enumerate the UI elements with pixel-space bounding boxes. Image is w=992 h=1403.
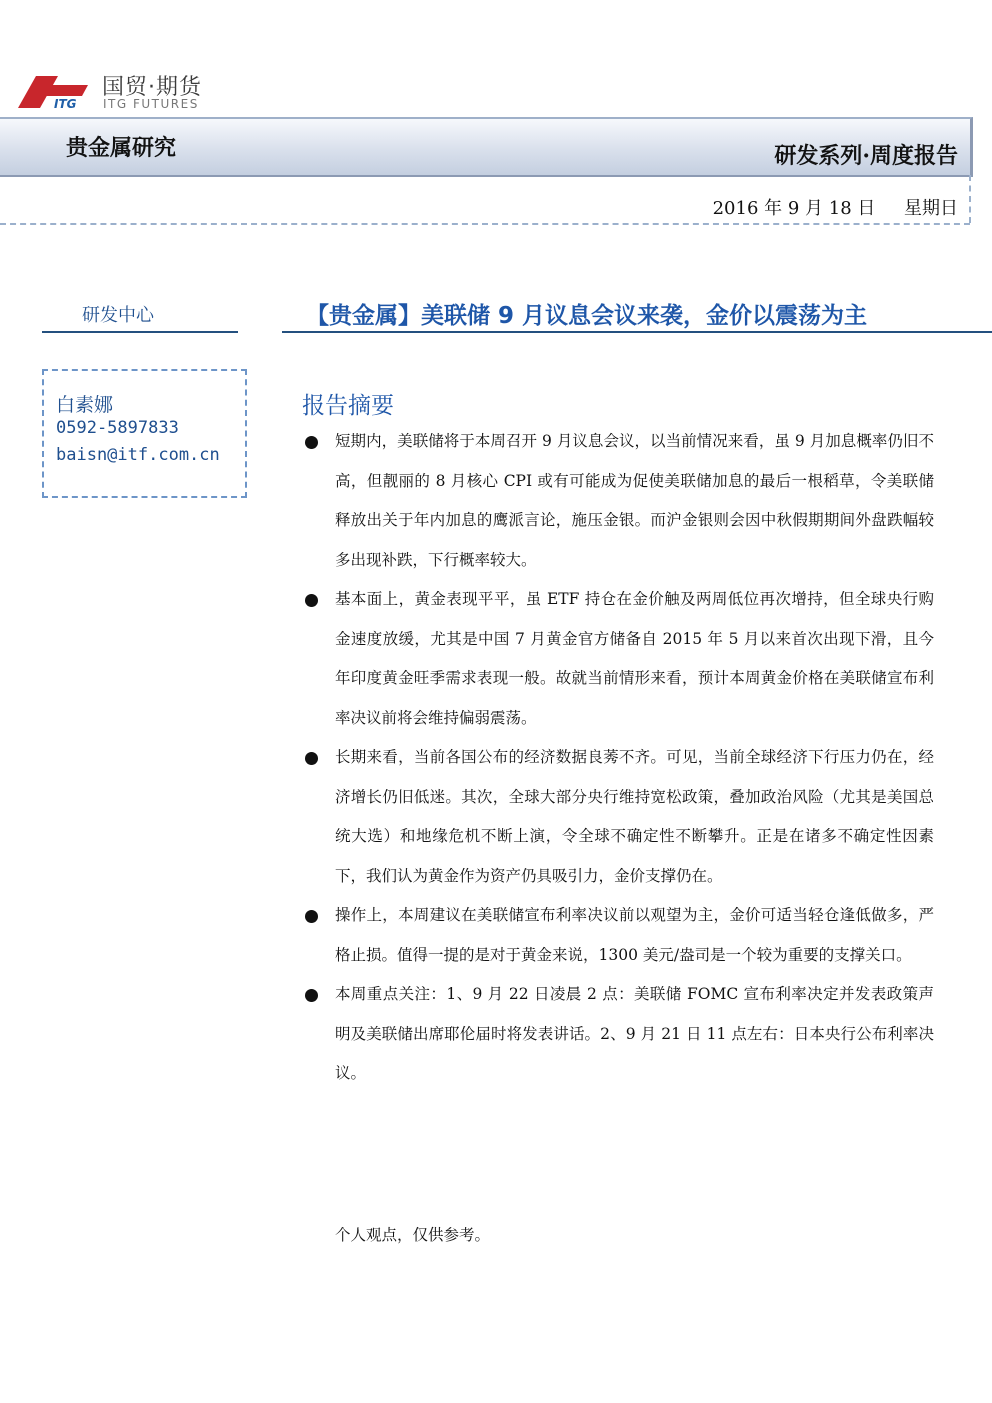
logo-name-en: ITG FUTURES (103, 97, 199, 111)
summary-item (304, 975, 934, 1094)
summary-list (304, 422, 934, 1094)
report-series: 研发系列·周度报告 (774, 143, 958, 169)
summary-item-text: 长期来看，当前各国公布的经济数据良莠不齐。可见，当前全球经济下行压力仍在，经济增长仍旧低迷。其次，全球大部分央行维持宽松政策，叠加政治风险（尤其是美国总统大选）和地缘危机不断上演，令全球不确定性不断攀升。正是在诸多不确定性因素下，我们认为黄金作为资产仍具吸引力，金价支撑仍在。 (335, 748, 934, 885)
report-date: 2016 年 9 月 18 日 (712, 198, 876, 219)
summary-item (304, 422, 934, 580)
bullet-dot-icon (305, 436, 318, 449)
report-weekday: 星期日 (904, 198, 958, 219)
logo-name-cn: 国贸·期货 (102, 75, 202, 100)
bullet-dot-icon (305, 910, 318, 923)
bullet-dot-icon (305, 752, 318, 765)
analyst-phone: 0592-5897833 (56, 418, 179, 438)
analyst-name: 白素娜 (56, 394, 114, 416)
analyst-email[interactable]: baisn@itf.com.cn (56, 445, 220, 465)
bullet-dot-icon (305, 594, 318, 607)
summary-item (304, 738, 934, 896)
summary-item-text: 本周重点关注：1、9 月 22 日凌晨 2 点：美联储 FOMC 宣布利率决定并发表政策声明及美联储出席耶伦届时将发表讲话。2、9 月 21 日 11 点左右：日本央行公布利率决议。 (335, 985, 934, 1082)
disclaimer: 个人观点，仅供参考。 (335, 1226, 491, 1244)
summary-item-text: 基本面上，黄金表现平平，虽 ETF 持仓在金价触及两周低位再次增持，但全球央行购金速度放缓，尤其是中国 7 月黄金官方储备自 2015 年 5 月以来首次出现下滑，且今年印度黄金旺季需求表现一般。故就当前情形来看，预计本周黄金价格在美联储宣布利率决议前将会维持偏弱震荡。 (335, 590, 934, 727)
summary-item (304, 580, 934, 738)
header-dashed-border-right (969, 175, 971, 223)
section-title: 贵金属研究 (66, 135, 177, 161)
bullet-dot-icon (305, 989, 318, 1002)
report-date-line (713, 194, 958, 220)
department-underline (42, 331, 238, 333)
title-underline (282, 331, 992, 333)
summary-item-text: 短期内，美联储将于本周召开 9 月议息会议，以当前情况来看，虽 9 月加息概率仍旧不高，但靓丽的 8 月核心 CPI 或有可能成为促使美联储加息的最后一根稻草，令美联储释放出关于年内加息的鹰派言论，施压金银。而沪金银则会因中秋假期期间外盘跌幅较多出现补跌，下行概率较大。 (335, 432, 934, 569)
summary-heading: 报告摘要 (302, 393, 394, 419)
header-dashed-border-bottom (0, 223, 970, 225)
itg-logo-mark (18, 70, 90, 110)
summary-item-text: 操作上，本周建议在美联储宣布利率决议前以观望为主，金价可适当轻仓逢低做多，严格止损。值得一提的是对于黄金来说，1300 美元/盎司是一个较为重要的支撑关口。 (335, 906, 934, 964)
report-title: 【贵金属】美联储 9 月议息会议来袭，金价以震荡为主 (306, 303, 868, 329)
department-label: 研发中心 (82, 305, 154, 326)
summary-item (304, 896, 934, 975)
logo-mark-text: ITG (54, 97, 77, 110)
